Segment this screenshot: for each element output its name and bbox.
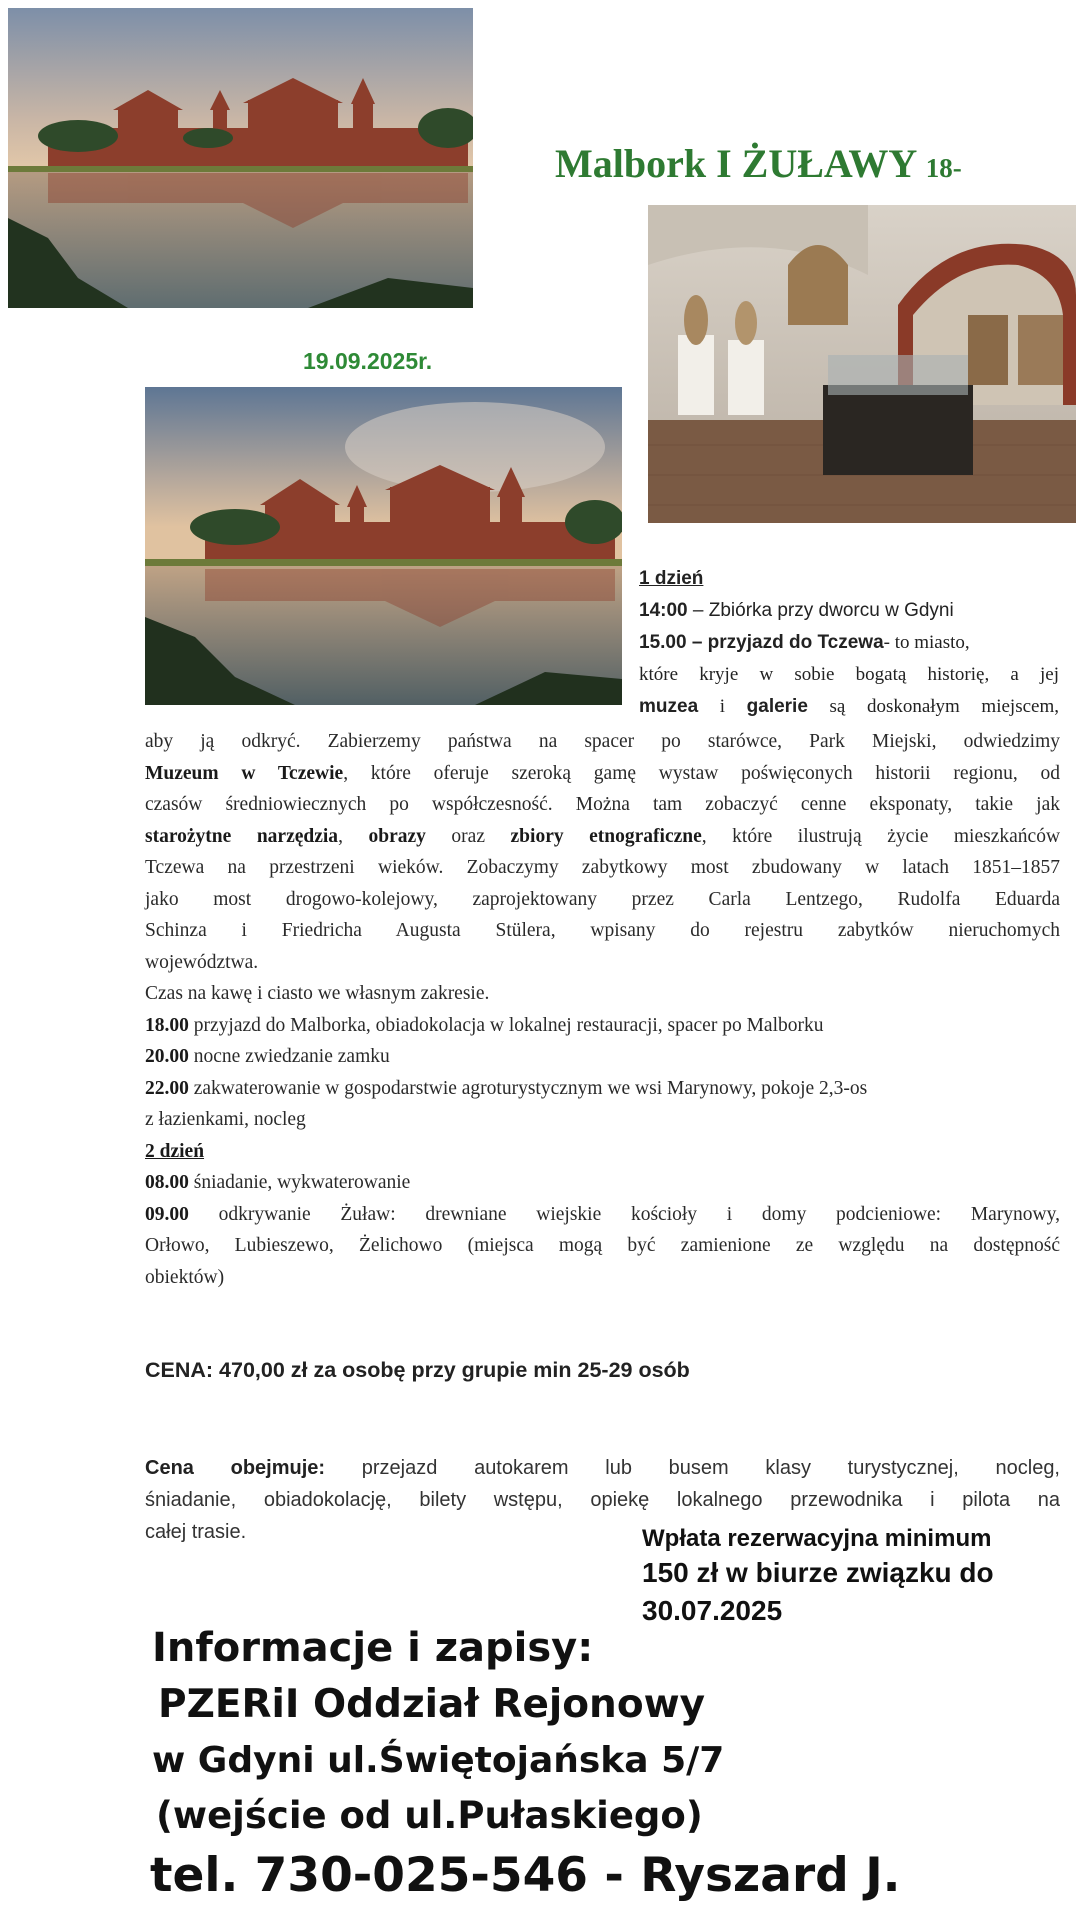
contact-entrance: (wejście od ul.Pułaskiego) (156, 1794, 703, 1837)
deposit-info: Wpłata rezerwacyjna minimum 150 zł w biurze związku do 30.07.2025 (642, 1525, 994, 1626)
contact-heading: Informacje i zapisy: (152, 1625, 594, 1671)
contact-address: w Gdyni ul.Świętojańska 5/7 (152, 1740, 725, 1781)
day2-time-2: 09.00 (145, 1203, 189, 1225)
day2-heading: 2 dzień (145, 1140, 205, 1162)
museum-name: Muzeum w Tczewie (145, 762, 344, 784)
trip-title-suffix: 18- (925, 153, 962, 183)
castle-photo-top (8, 8, 473, 308)
day1-time-1: 14:00 (639, 600, 688, 621)
day2-time-1: 08.00 (145, 1172, 189, 1193)
day1-time-4: 20.00 (145, 1046, 189, 1067)
museum-interior-photo (648, 205, 1076, 523)
price-line: CENA: 470,00 zł za osobę przy grupie min 25-29 osób (145, 1358, 690, 1382)
day1-time-3: 18.00 (145, 1014, 189, 1036)
day1-heading: 1 dzień (639, 568, 704, 589)
contact-organization: PZERiI Oddział Rejonowy (158, 1682, 706, 1727)
price-includes: Cena obejmuje: przejazd autokarem lub busem klasy turystycznej, nocleg, śniadanie, obiadokolację, bilety wstępu, opiekę lokalnego przewodnika i pilota na całej trasie. (145, 1457, 1060, 1543)
day1-description: aby ją odkryć. Zabierzemy państwa na spacer po starówce, Park Miejski, odwiedzimy Muzeum w Tczewie, które oferuje szeroką gamę wystaw poświęconych historii regionu, od czasów średniowiecznych po współczesność. Można tam zobaczyć cenne eksponaty, takie jak starożytne narzędzia, obrazy oraz zbiory etnograficzne, które ilustrują życie mieszkańców Tczewa na przestrzeni wieków. Zobaczymy zabytkowy most zbudowany w latach 1851–1857 jako most drogowo-kolejowy, zaprojektowany przez Carla Lentzego, Rudolfa Eduarda Schinza i Friedricha Augusta Stülera, wpisany do rejestru zabytków nieruchomych województwa. Czas na kawę i ciasto we własnym zakresie. 18.00 przyjazd do Malborka, obiadokolacja w lokalnej restauracji, spacer po Malborku 20.00 nocne zwiedzanie zamku 22.00 zakwaterowanie w gospodarstwie agroturystycznym we wsi Marynowy, pokoje 2,3-os z łazienkami, nocleg 2 dzień 08.00 śniadanie, wykwaterowanie 09.00 odkrywanie Żuław: drewniane wiejskie kościoły i domy podcieniowe: Marynowy, Orłowo, Lubieszewo, Żelichowo (miejsca mogą być zamienione ze względu na dostępność obiektów) (145, 731, 1061, 1288)
castle-photo-middle (145, 387, 622, 705)
day1-intro: 1 dzień 14:00 – Zbiórka przy dworcu w Gdyni 15.00 – przyjazd do Tczewa- to miasto, które kryje w sobie bogatą historię, a jej muzea i galerie są doskonałym miejscem, (639, 568, 1059, 717)
trip-title: Malbork I ŻUŁAWY 18- (555, 141, 962, 186)
contact-phone: tel. 730-025-546 - Ryszard J. (150, 1848, 901, 1903)
day1-time-2: 15.00 – przyjazd do Tczewa (639, 632, 884, 653)
day1-time-5: 22.00 (145, 1077, 189, 1099)
trip-date: 19.09.2025r. (303, 348, 433, 374)
